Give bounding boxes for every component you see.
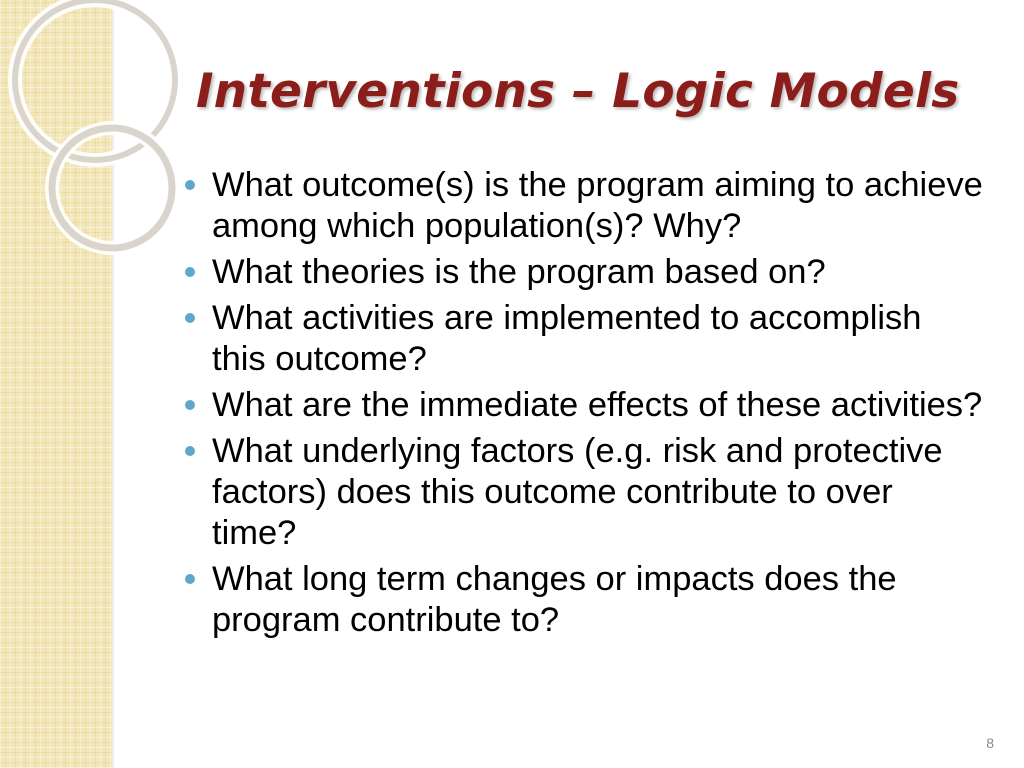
bullet-item: [184, 385, 984, 426]
bullet-item: [184, 431, 984, 554]
bullet-dot-icon: [185, 446, 195, 456]
bullet-item: [184, 559, 984, 641]
bullet-dot-icon: [185, 313, 195, 323]
bullet-dot-icon: [185, 267, 195, 277]
slide-title: Interventions – Logic Models: [196, 64, 960, 119]
bullet-text: What activities are implemented to accomplish this outcome?: [212, 299, 922, 378]
bullet-dot-icon: [185, 400, 195, 410]
bullet-item: [184, 252, 984, 293]
page-number: 8: [986, 735, 994, 751]
bullet-text: What theories is the program based on?: [212, 253, 826, 291]
bullet-text: What underlying factors (e.g. risk and protective factors) does this outcome contribute to over time?: [212, 432, 943, 552]
bullet-text: What outcome(s) is the program aiming to achieve among which population(s)? Why?: [212, 166, 983, 245]
bullet-dot-icon: [185, 574, 195, 584]
bullet-list: [184, 165, 984, 646]
bullet-text: What are the immediate effects of these activities?: [212, 386, 983, 424]
bullet-dot-icon: [185, 180, 195, 190]
decorative-rings-icon: [0, 0, 200, 260]
bullet-item: [184, 165, 984, 247]
bullet-item: [184, 298, 984, 380]
bullet-text: What long term changes or impacts does the program contribute to?: [212, 560, 897, 639]
